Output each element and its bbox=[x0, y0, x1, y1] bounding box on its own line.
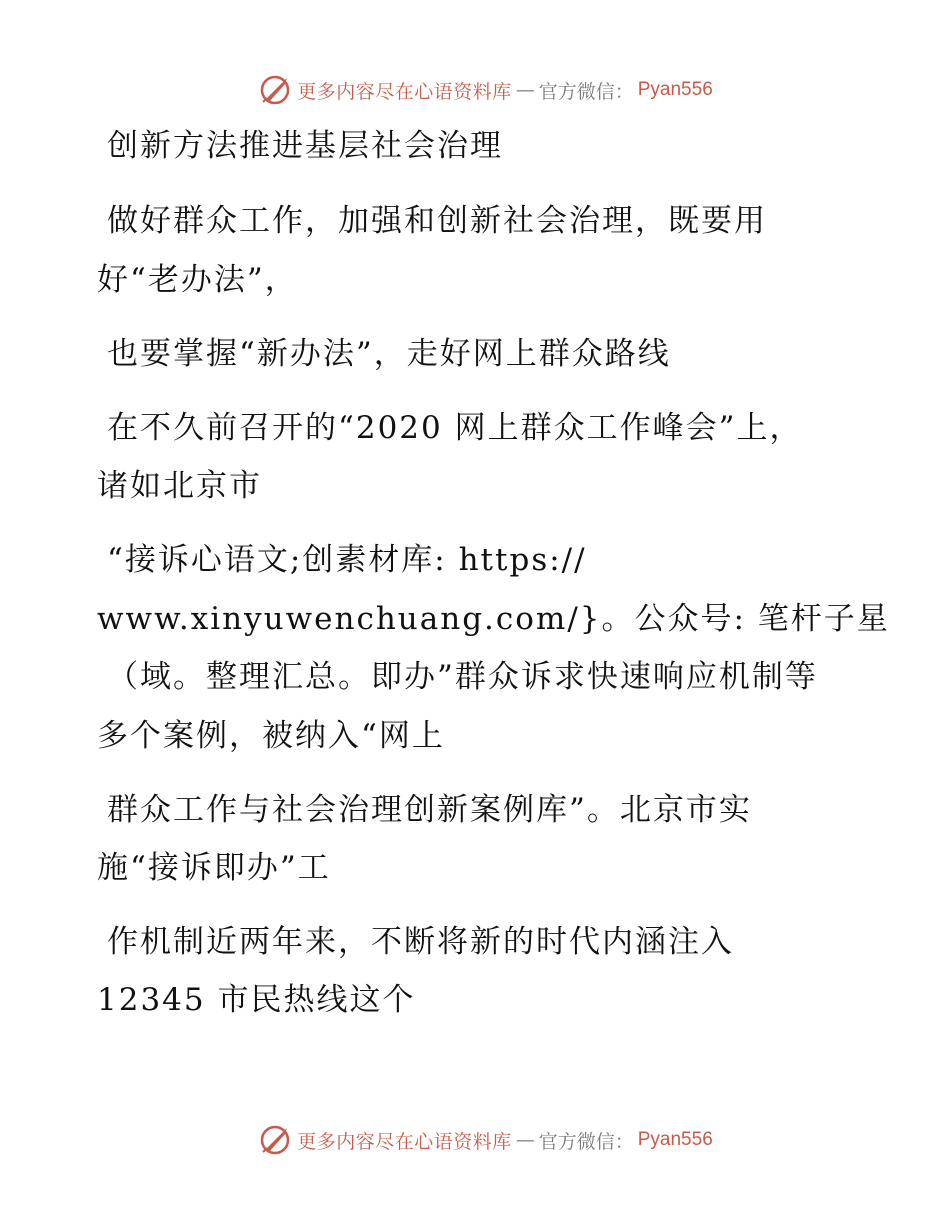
paragraph-line: 作机制近两年来，不断将新的时代内涵注入 bbox=[107, 924, 734, 960]
header-dash: — bbox=[515, 79, 535, 101]
pen-logo-icon bbox=[257, 72, 293, 108]
paragraph-line: 做好群众工作，加强和创新社会治理，既要用 bbox=[107, 203, 767, 239]
footer-banner-content bbox=[257, 1122, 713, 1158]
footer-wechat-id: Pyan556 bbox=[637, 1129, 713, 1150]
header-brand-text: 更多内容尽在心语资料库 bbox=[297, 80, 512, 103]
document-title: 创新方法推进基层社会治理 bbox=[107, 128, 503, 164]
paragraph-line: 在不久前召开的“2020 网上群众工作峰会”上， bbox=[107, 410, 803, 446]
paragraph-line: （域。整理汇总。即办”群众诉求快速响应机制等 bbox=[107, 659, 818, 695]
paragraph-line: www.xinyuwenchuang.com/}。公众号: 笔杆子星 bbox=[97, 601, 890, 637]
pen-logo-icon bbox=[257, 1122, 293, 1158]
paragraph-line: 群众工作与社会治理创新案例库”。北京市实 bbox=[107, 792, 752, 828]
header-wechat-id: Pyan556 bbox=[637, 79, 713, 100]
paragraph-line: 好“老办法”， bbox=[97, 262, 298, 298]
paragraph-line: 12345 市民热线这个 bbox=[97, 982, 416, 1018]
footer-wechat-label: 官方微信： bbox=[538, 1130, 634, 1153]
header-banner-content bbox=[257, 72, 713, 108]
header-banner bbox=[0, 70, 950, 110]
footer-brand-text: 更多内容尽在心语资料库 bbox=[297, 1130, 512, 1153]
paragraph-line: “接诉心语文;创素材库: https:// bbox=[107, 542, 587, 578]
footer-dash: — bbox=[515, 1129, 535, 1151]
paragraph-line: 诸如北京市 bbox=[97, 468, 262, 504]
header-wechat-label: 官方微信： bbox=[538, 80, 634, 103]
paragraph-line: 施“接诉即办”工 bbox=[97, 850, 331, 886]
paragraph-line: 也要掌握“新办法”，走好网上群众路线 bbox=[107, 336, 671, 372]
footer-banner bbox=[0, 1120, 950, 1160]
paragraph-line: 多个案例，被纳入“网上 bbox=[97, 718, 445, 754]
